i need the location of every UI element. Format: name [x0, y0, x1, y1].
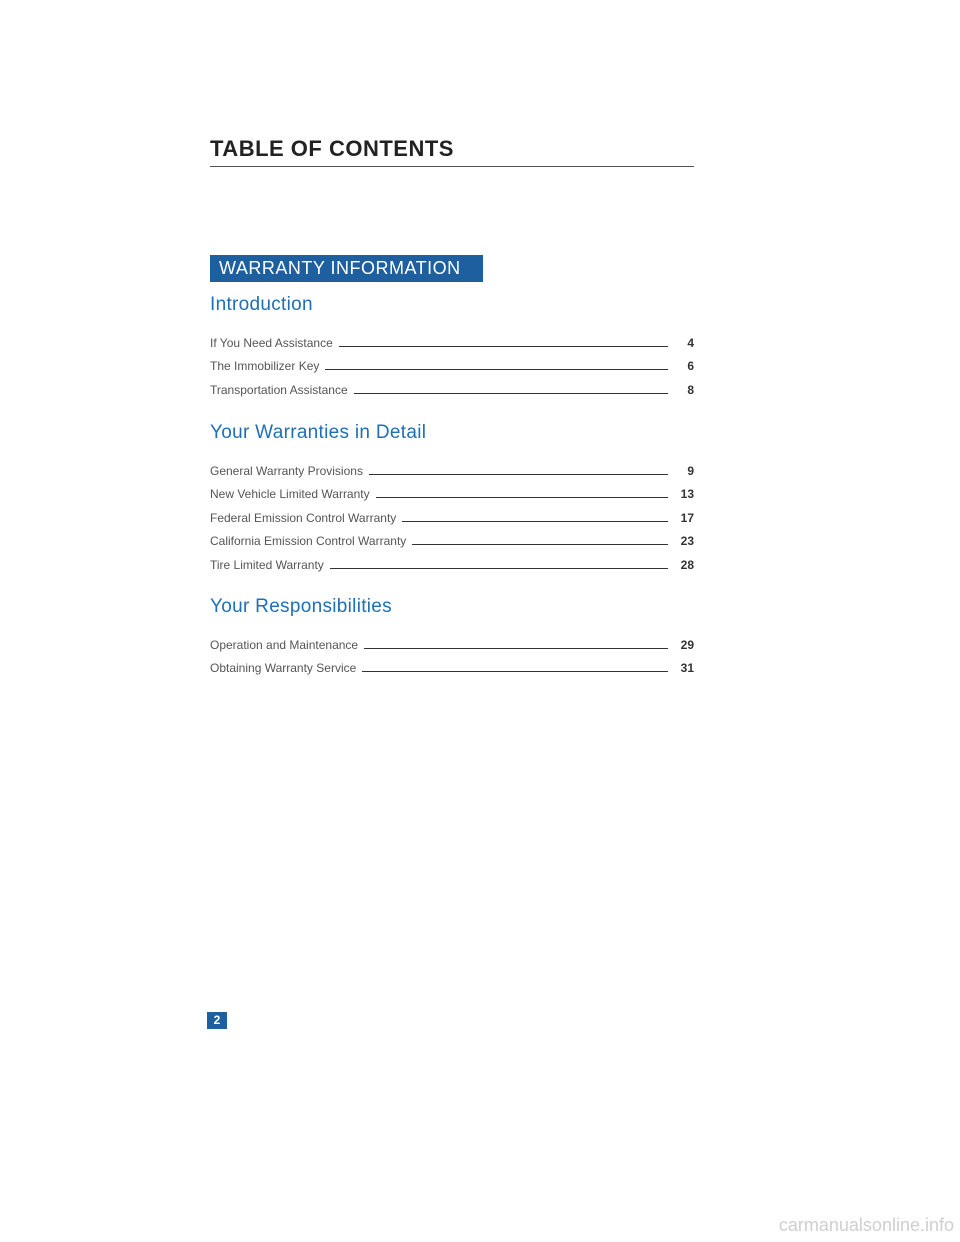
page-title: TABLE OF CONTENTS [210, 136, 454, 161]
toc-leader-line [369, 474, 668, 475]
toc-page-number: 31 [680, 661, 694, 675]
watermark-text: carmanualsonline.info [778, 1215, 954, 1235]
toc-row[interactable] [210, 525, 694, 549]
toc-row[interactable] [210, 548, 694, 572]
section-banner: WARRANTY INFORMATION [210, 255, 483, 282]
toc-page-number: 13 [680, 487, 694, 501]
toc-leader-line [364, 648, 668, 649]
toc-page-number: 9 [687, 463, 694, 478]
toc-row[interactable] [210, 326, 694, 350]
toc-label: Obtaining Warranty Service [210, 661, 357, 675]
toc-row[interactable] [210, 628, 694, 652]
toc-row[interactable] [210, 373, 694, 397]
toc-label: General Warranty Provisions [210, 463, 363, 478]
toc-page-number: 23 [680, 534, 694, 548]
toc-label: Transportation Assistance [210, 382, 348, 397]
title-divider [210, 166, 694, 167]
toc-row[interactable] [210, 454, 694, 478]
toc-page-number: 4 [687, 335, 694, 350]
toc-label: Tire Limited Warranty [210, 557, 324, 572]
toc-leader-line [339, 346, 668, 347]
toc-page-number: 8 [687, 382, 694, 397]
toc-leader-line [376, 497, 668, 498]
group-heading: Introduction [210, 294, 313, 315]
toc-page-number: 17 [680, 510, 694, 525]
toc-page-number: 6 [687, 359, 694, 373]
toc-page-number: 29 [680, 637, 694, 652]
toc-label: New Vehicle Limited Warranty [210, 487, 370, 501]
toc-label: Federal Emission Control Warranty [210, 510, 397, 525]
toc-group-warranties [210, 422, 694, 572]
toc-row[interactable] [210, 350, 694, 374]
toc-leader-line [330, 568, 668, 569]
group-heading: Your Responsibilities [210, 596, 392, 617]
toc-leader-line [325, 369, 668, 370]
toc-group-introduction [210, 294, 694, 397]
group-heading: Your Warranties in Detail [210, 422, 427, 443]
toc-row[interactable] [210, 478, 694, 502]
toc-label: If You Need Assistance [210, 335, 333, 350]
toc-leader-line [354, 393, 668, 394]
toc-label: Operation and Maintenance [210, 637, 359, 652]
toc-group-responsibilities [210, 596, 694, 675]
toc-label: California Emission Control Warranty [210, 534, 407, 548]
toc-leader-line [362, 671, 668, 672]
toc-row[interactable] [210, 652, 694, 676]
toc-page-number: 28 [680, 557, 694, 572]
toc-leader-line [412, 544, 668, 545]
toc-label: The Immobilizer Key [210, 359, 320, 373]
toc-row[interactable] [210, 501, 694, 525]
toc-leader-line [402, 521, 668, 522]
page-number-badge: 2 [207, 1012, 227, 1029]
